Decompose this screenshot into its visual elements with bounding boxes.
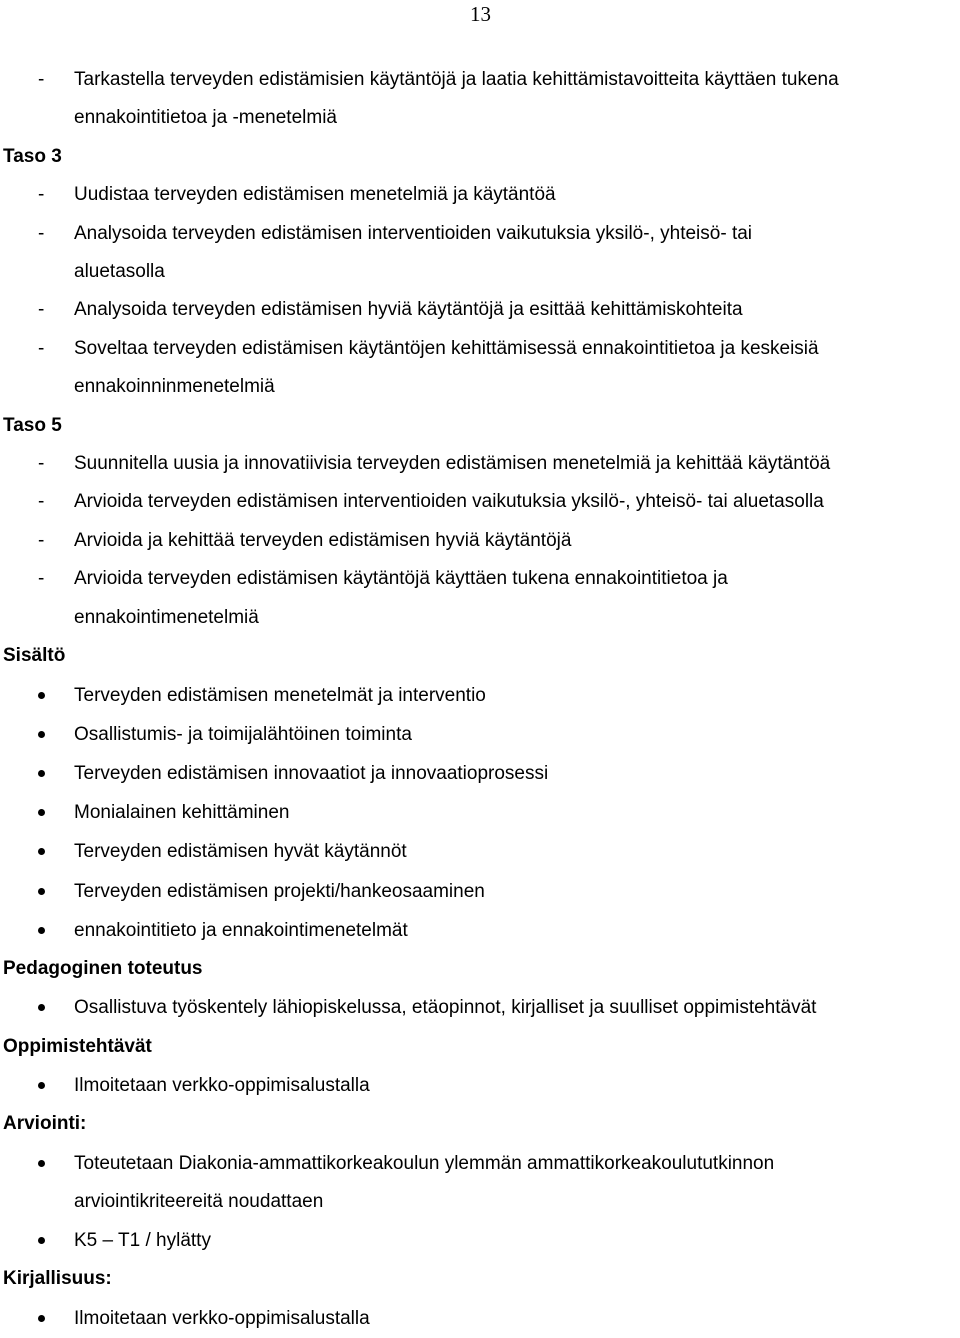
section-heading-sisalto: Sisältö xyxy=(3,645,66,667)
dash-item-continuation: ennakointitietoa ja -menetelmiä xyxy=(74,107,337,129)
dash-item-text: Suunnitella uusia ja innovatiivisia terveyden edistämisen menetelmiä ja kehittää käytäntöä xyxy=(74,453,831,475)
dash-item xyxy=(0,483,960,521)
bullet-item xyxy=(0,754,960,793)
section-heading-oppimistehtavat: Oppimistehtävät xyxy=(3,1035,152,1057)
dash-item xyxy=(0,522,960,560)
bullet-item xyxy=(0,1144,960,1183)
dash-marker: - xyxy=(38,529,45,551)
bullet-item-text: Terveyden edistämisen hyvät käytännöt xyxy=(74,841,407,863)
dash-item xyxy=(0,215,960,253)
bullet-icon xyxy=(0,1066,74,1105)
bullet-item xyxy=(0,1066,960,1105)
bullet-item-text: Osallistumis- ja toimijalähtöinen toiminta xyxy=(74,723,412,745)
dash-marker: - xyxy=(38,491,45,513)
bullet-item xyxy=(0,872,960,911)
dash-item xyxy=(0,61,960,99)
dash-item-text: Arvioida terveyden edistämisen interventioiden vaikutuksia yksilö-, yhteisö- tai aluetasolla xyxy=(74,491,824,513)
bullet-item xyxy=(0,1299,960,1338)
bullet-icon xyxy=(0,676,74,715)
bullet-item-text: Toteutetaan Diakonia-ammattikorkeakoulun ylemmän ammattikorkeakoulututkinnon xyxy=(74,1152,775,1174)
bullet-icon xyxy=(0,1221,74,1260)
bullet-item xyxy=(0,988,960,1027)
dash-marker: - xyxy=(38,69,45,90)
bullet-item-text: K5 – T1 / hylätty xyxy=(74,1230,211,1252)
document-body xyxy=(0,61,960,1338)
dash-item-continuation: aluetasolla xyxy=(74,261,165,283)
bullet-icon xyxy=(0,872,74,911)
dash-marker: - xyxy=(38,568,45,590)
dash-marker: - xyxy=(38,337,45,359)
bullet-icon xyxy=(0,1299,74,1338)
dash-item-text: Tarkastella terveyden edistämisien käytäntöjä ja laatia kehittämistavoitteita käyttäen tukena xyxy=(74,69,839,90)
bullet-item xyxy=(0,911,960,950)
bullet-icon xyxy=(0,832,74,871)
bullet-item-text: Terveyden edistämisen projekti/hankeosaaminen xyxy=(74,880,485,902)
bullet-item xyxy=(0,832,960,871)
dash-item-text: Soveltaa terveyden edistämisen käytäntöjen kehittämisessä ennakointitietoa ja keskeisiä xyxy=(74,337,819,359)
dash-item xyxy=(0,330,960,368)
dash-item-text: Uudistaa terveyden edistämisen menetelmiä ja käytäntöä xyxy=(74,184,556,206)
bullet-item-text: ennakointitieto ja ennakointimenetelmät xyxy=(74,919,408,941)
bullet-icon xyxy=(0,793,74,832)
bullet-item-text: Terveyden edistämisen menetelmät ja interventio xyxy=(74,684,486,706)
dash-marker: - xyxy=(38,184,45,206)
bullet-icon xyxy=(0,911,74,950)
bullet-item-text: Ilmoitetaan verkko-oppimisalustalla xyxy=(74,1307,370,1329)
dash-marker: - xyxy=(38,453,45,475)
dash-item-text: Analysoida terveyden edistämisen interventioiden vaikutuksia yksilö-, yhteisö- tai xyxy=(74,222,753,244)
dash-item-text: Arvioida ja kehittää terveyden edistämisen hyviä käytäntöjä xyxy=(74,529,572,551)
section-heading-kirjallisuus: Kirjallisuus: xyxy=(3,1268,112,1290)
dash-item xyxy=(0,291,960,329)
section-heading-taso3: Taso 3 xyxy=(3,145,62,167)
bullet-item-text: Ilmoitetaan verkko-oppimisalustalla xyxy=(74,1074,370,1096)
bullet-item-text: Osallistuva työskentely lähiopiskelussa, etäopinnot, kirjalliset ja suulliset oppimistehtävät xyxy=(74,997,817,1019)
bullet-item xyxy=(0,1221,960,1260)
page-number: 13 xyxy=(470,2,491,26)
dash-item xyxy=(0,560,960,598)
dash-item xyxy=(0,445,960,483)
bullet-item-text: Monialainen kehittäminen xyxy=(74,802,290,824)
bullet-icon xyxy=(0,988,74,1027)
bullet-item xyxy=(0,676,960,715)
dash-item-text: Arvioida terveyden edistämisen käytäntöjä käyttäen tukena ennakointitietoa ja xyxy=(74,568,728,590)
section-heading-arviointi: Arviointi: xyxy=(3,1113,87,1135)
section-heading-taso5: Taso 5 xyxy=(3,414,62,436)
bullet-item-continuation: arviointikriteereitä noudattaen xyxy=(74,1190,324,1212)
dash-marker: - xyxy=(38,222,45,244)
dash-item-text: Analysoida terveyden edistämisen hyviä käytäntöjä ja esittää kehittämiskohteita xyxy=(74,299,743,321)
dash-item-continuation: ennakointimenetelmiä xyxy=(74,606,259,628)
dash-item xyxy=(0,176,960,214)
section-heading-pedagoginen: Pedagoginen toteutus xyxy=(3,957,203,979)
bullet-icon xyxy=(0,1144,74,1183)
bullet-icon xyxy=(0,754,74,793)
bullet-item xyxy=(0,793,960,832)
bullet-item-text: Terveyden edistämisen innovaatiot ja innovaatioprosessi xyxy=(74,762,549,784)
dash-marker: - xyxy=(38,299,45,321)
dash-item-continuation: ennakoinninmenetelmiä xyxy=(74,376,275,398)
bullet-item xyxy=(0,715,960,754)
bullet-icon xyxy=(0,715,74,754)
